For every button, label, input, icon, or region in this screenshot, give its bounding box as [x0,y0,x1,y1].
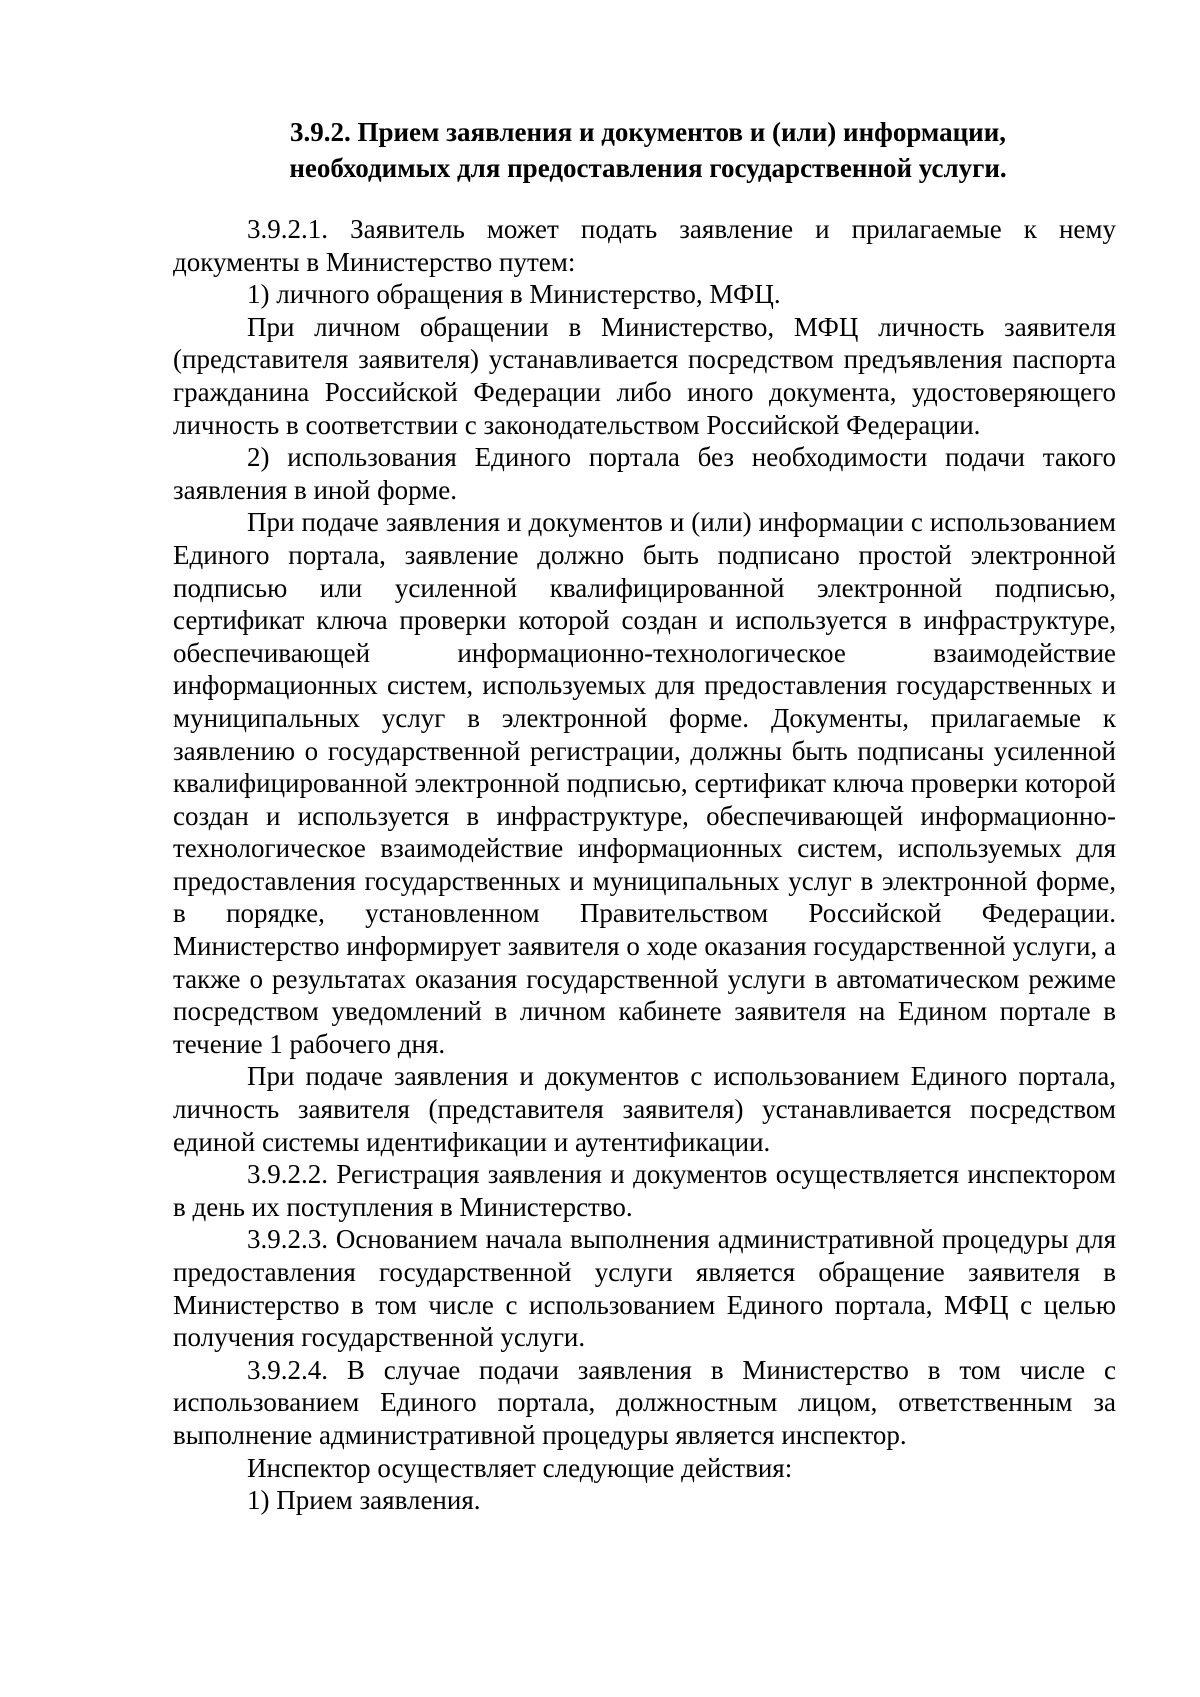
paragraph-3-9-2-2: 3.9.2.2. Регистрация заявления и документов осуществляется инспектором в день их поступления в Министерство. [173,1159,1116,1222]
paragraph-3-9-2-3: 3.9.2.3. Основанием начала выполнения административной процедуры для предоставления государственной услуги является обращение заявителя в Министерство в том числе с использованием Единого портала, МФЦ с целью получения государственной услуги. [173,1224,1116,1353]
section-heading-line-1: 3.9.2. Прием заявления и документов и (или) информации, [289,117,1007,147]
paragraph-3-9-2-4: 3.9.2.4. В случае подачи заявления в Министерство в том числе с использованием Единого портала, должностным лицом, ответственным за выполнение административной процедуры является инспектор. [173,1354,1116,1450]
section-heading [173,114,1123,186]
paragraph-inspector-actions: Инспектор осуществляет следующие действия: [247,1452,793,1483]
paragraph-identity-verification: При личном обращении в Министерство, МФЦ личность заявителя (представителя заявителя) устанавливается посредством предъявления паспорта гражданина Российской Федерации либо иного документа, удостоверяющего личность в соответствии с законодательством Российской Федерации. [173,311,1116,440]
paragraph-personal-appeal: 1) личного обращения в Министерство, МФЦ. [247,279,781,310]
paragraph-portal-identification: При подаче заявления и документов с использованием Единого портала, личность заявителя (представителя заявителя) устанавливается посредством единой системы идентификации и аутентификации. [173,1061,1116,1157]
section-heading-line-2: необходимых для предоставления государственной услуги. [289,153,1007,183]
paragraph-unified-portal: 2) использования Единого портала без необходимости подачи такого заявления в иной форме. [173,442,1116,505]
paragraph-electronic-signature: При подаче заявления и документов и (или) информации с использованием Единого портала, заявление должно быть подписано простой электронной подписью или усиленной квалифицированной электронной подписью, сертификат ключа проверки которой создан и используется в инфраструктуре, обеспечивающей информационно-технологическое взаимодействие информационных систем, используемых для предоставления государственных и муниципальных услуг в электронной форме. Документы, прилагаемые к заявлению о государственной регистрации, должны быть подписаны усиленной квалифицированной электронной подписью, сертификат ключа проверки которой создан и используется в инфраструктуре, обеспечивающей информационно-технологическое взаимодействие информационных систем, используемых для предоставления государственных и муниципальных услуг в электронной форме, в порядке, установленном Правительством Российской Федерации. Министерство информирует заявителя о ходе оказания государственной услуги, а также о результатах оказания государственной услуги в автоматическом режиме посредством уведомлений в личном кабинете заявителя на Едином портале в течение 1 рабочего дня. [173,507,1116,1059]
document-body [173,213,1116,1517]
paragraph-3-9-2-1: 3.9.2.1. Заявитель может подать заявление и прилагаемые к нему документы в Министерство путем: [173,214,1116,277]
paragraph-accept-application: 1) Прием заявления. [247,1485,481,1516]
